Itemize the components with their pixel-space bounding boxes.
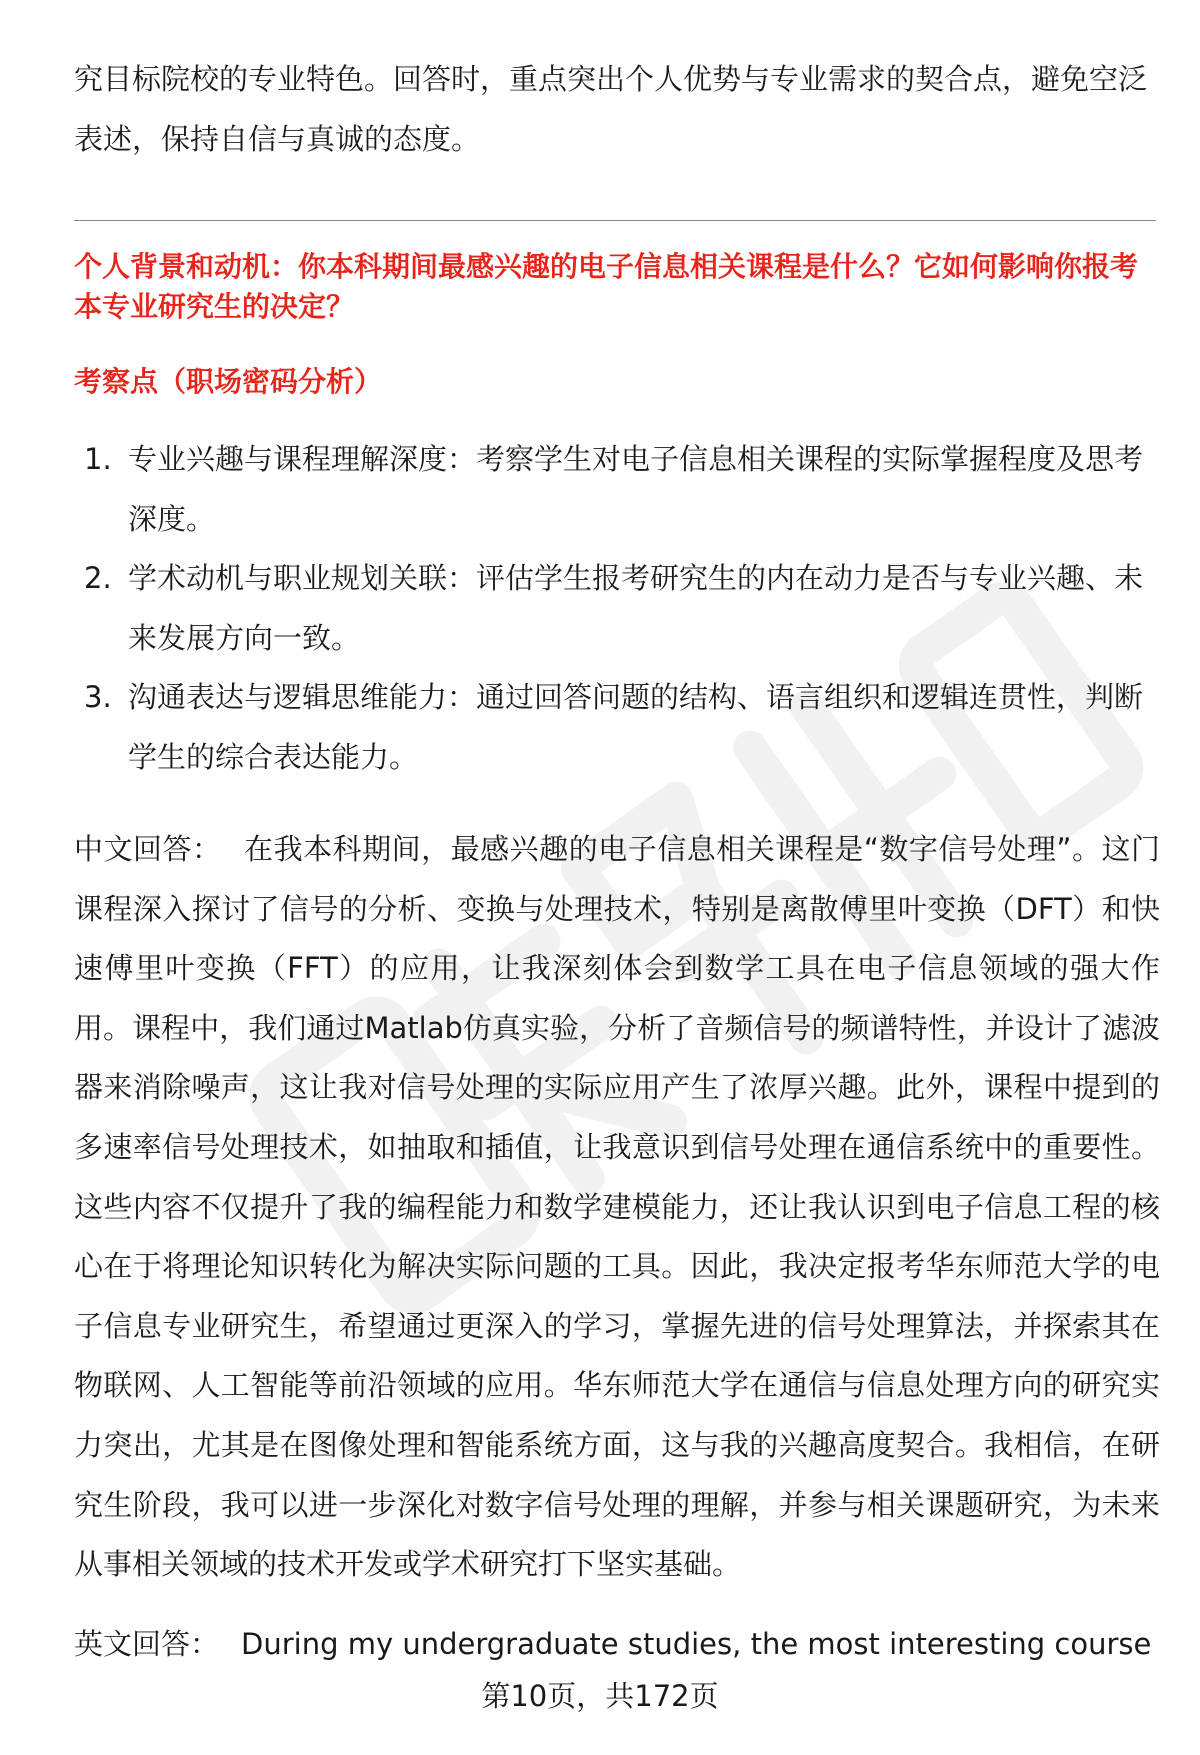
list-item bbox=[74, 549, 1156, 668]
question-heading: 个人背景和动机：你本科期间最感兴趣的电子信息相关课程是什么？它如何影响你报考本专业研究生的决定？ bbox=[74, 250, 1139, 323]
chinese-answer-label: 中文回答： bbox=[74, 832, 222, 866]
chinese-answer-text: 在我本科期间，最感兴趣的电子信息相关课程是“数字信号处理”。这门课程深入探讨了信号的分析、变换与处理技术，特别是离散傅里叶变换（DFT）和快速傅里叶变换（FFT）的应用，让我深刻体会到数学工具在电子信息领域的强大作用。课程中，我们通过Matlab仿真实验，分析了音频信号的频谱特性，并设计了滤波器来消除噪声，这让我对信号处理的实际应用产生了浓厚兴趣。此外，课程中提到的多速率信号处理技术，如抽取和插值，让我意识到信号处理在通信系统中的重要性。这些内容不仅提升了我的编程能力和数学建模能力，还让我认识到电子信息工程的核心在于将理论知识转化为解决实际问题的工具。因此，我决定报考华东师范大学的电子信息专业研究生，希望通过更深入的学习，掌握先进的信号处理算法，并探索其在物联网、人工智能等前沿领域的应用。华东师范大学在通信与信息处理方向的研究实力突出，尤其是在图像处理和智能系统方面，这与我的兴趣高度契合。我相信，在研究生阶段，我可以进一步深化对数字信号处理的理解，并参与相关课题研究，为未来从事相关领域的技术开发或学术研究打下坚实基础。 bbox=[74, 832, 1160, 1582]
list-text: 沟通表达与逻辑思维能力：通过回答问题的结构、语言组织和逻辑连贯性，判断学生的综合表达能力。 bbox=[128, 680, 1144, 774]
top-paragraph: 究目标院校的专业特色。回答时，重点突出个人优势与专业需求的契合点，避免空泛表述，保持自信与真诚的态度。 bbox=[74, 62, 1148, 156]
page-footer: 第10页，共172页 bbox=[481, 1679, 719, 1713]
english-answer-label: 英文回答： bbox=[74, 1627, 220, 1661]
section-divider bbox=[74, 220, 1156, 221]
list-number: 3. bbox=[84, 680, 112, 715]
list-item bbox=[74, 430, 1156, 549]
list-number: 1. bbox=[84, 442, 112, 476]
english-answer bbox=[74, 1624, 1156, 1664]
english-answer-text: During my undergraduate studies, the most interesting course bbox=[241, 1627, 1152, 1661]
list-text: 学术动机与职业规划关联：评估学生报考研究生的内在动力是否与专业兴趣、未来发展方向一致。 bbox=[128, 561, 1144, 655]
list-number: 2. bbox=[84, 561, 112, 596]
list-item bbox=[74, 668, 1156, 787]
kaocha-list bbox=[74, 430, 1156, 788]
list-text: 专业兴趣与课程理解深度：考察学生对电子信息相关课程的实际掌握程度及思考深度。 bbox=[128, 442, 1144, 536]
chinese-answer bbox=[74, 820, 1160, 1595]
top-continuation bbox=[74, 50, 1156, 169]
kaocha-heading: 考察点（职场密码分析） bbox=[74, 365, 383, 398]
